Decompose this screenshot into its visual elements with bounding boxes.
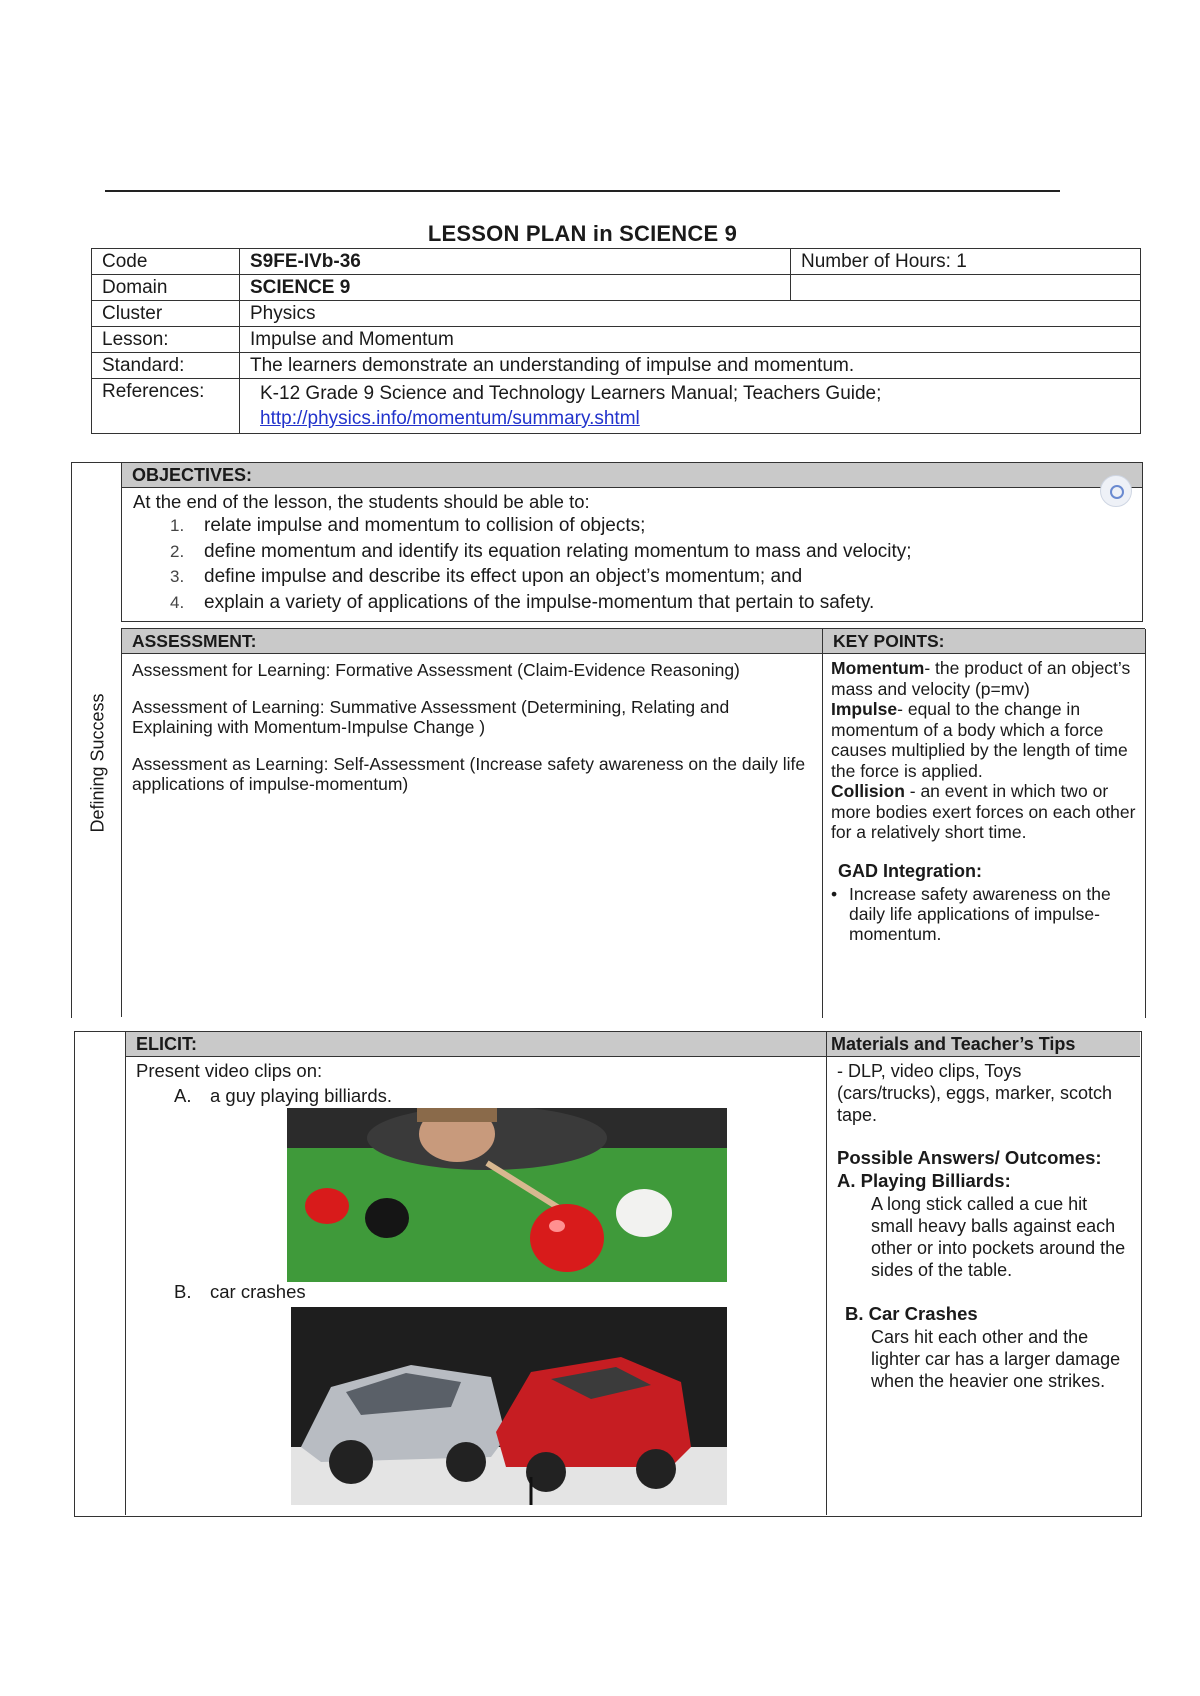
references-link[interactable]: http://physics.info/momentum/summary.shtml (260, 408, 640, 429)
materials-heading: Materials and Teacher’s Tips (827, 1032, 1140, 1057)
list-item (170, 564, 1142, 590)
billiards-illustration (287, 1108, 727, 1282)
collision-term: Collision (831, 781, 905, 801)
item-label: B. (174, 1281, 192, 1302)
elicit-item-a (126, 1082, 826, 1107)
assessment-of-learning: Assessment of Learning: Summative Assessment (Determining, Relating and Explaining with Momentum-Impulse Change ) (132, 696, 730, 737)
defining-success-label: Defining Success (87, 693, 108, 833)
collision-def: - an event in which two or more bodies exert forces on each other for a relatively short time. (831, 781, 1136, 842)
standard-label: Standard: (92, 353, 240, 379)
item-text: car crashes (210, 1281, 306, 1302)
item-text: explain a variety of applications of the impulse-momentum that pertain to safety. (204, 591, 875, 613)
key-points-heading: KEY POINTS: (823, 629, 1145, 654)
assessment-for-learning: Assessment for Learning: Formative Assessment (Claim-Evidence Reasoning) (132, 660, 740, 680)
bullet-icon: • (831, 883, 838, 904)
item-text: define impulse and describe its effect upon an object’s momentum; and (204, 566, 803, 587)
objectives-list (122, 513, 1142, 615)
gad-text: Increase safety awareness on the daily life applications of impulse-momentum. (849, 883, 1111, 944)
assessment-heading: ASSESSMENT: (122, 629, 822, 654)
assessment-as-learning: Assessment as Learning: Self-Assessment (Increase safety awareness on the daily life applications of impulse-momentum) (132, 753, 806, 794)
cluster-value: Physics (240, 301, 1141, 327)
answer-a-text: A long stick called a cue hit small heavy balls against each other or into pockets around the sides of the table. (871, 1194, 1126, 1280)
momentum-term: Momentum (831, 658, 925, 678)
item-label: A. (174, 1085, 192, 1106)
cluster-label: Cluster (92, 301, 240, 327)
assessment-keypoints-box (121, 628, 1145, 1017)
item-text: relate impulse and momentum to collision of objects; (204, 515, 646, 536)
impulse-def: - equal to the change in momentum of a body which a force causes multiplied by the length of time the force is applied. (831, 699, 1128, 781)
item-number: 4. (170, 592, 185, 612)
lesson-value: Impulse and Momentum (240, 327, 1141, 353)
materials-list: - DLP, video clips, Toys (cars/trucks), eggs, marker, scotch tape. (837, 1061, 1113, 1125)
momentum-def: - the product of an object’s mass and velocity (p=mv) (831, 658, 1131, 699)
list-item (170, 513, 1142, 539)
references-cell (240, 379, 1141, 434)
objectives-intro: At the end of the lesson, the students should be able to: (133, 491, 590, 512)
hours-value: Number of Hours: 1 (791, 249, 1141, 275)
key-points-text (823, 654, 1145, 847)
elicit-heading: ELICIT: (126, 1032, 826, 1057)
answer-b-text: Cars hit each other and the lighter car has a larger damage when the heavier one strikes. (871, 1327, 1121, 1391)
top-rule (105, 190, 1060, 192)
standard-value: The learners demonstrate an understanding of impulse and momentum. (240, 353, 1141, 379)
objectives-heading: OBJECTIVES: (122, 463, 1142, 488)
elicit-intro: Present video clips on: (136, 1060, 323, 1081)
lesson-label: Lesson: (92, 327, 240, 353)
item-number: 1. (170, 516, 185, 535)
list-item (170, 539, 1142, 565)
scan-icon[interactable] (1100, 475, 1132, 507)
billiards-image (287, 1108, 727, 1282)
car-crash-illustration (291, 1307, 727, 1505)
objectives-box (121, 462, 1143, 622)
references-label: References: (92, 379, 240, 434)
impulse-term: Impulse (831, 699, 898, 719)
gad-heading: GAD Integration: (838, 860, 982, 881)
possible-answers-heading: Possible Answers/ Outcomes: (837, 1147, 1102, 1168)
car-crash-image (291, 1307, 727, 1505)
elicit-section (74, 1031, 1142, 1517)
item-number: 2. (170, 541, 185, 561)
lesson-info-table (91, 248, 1141, 434)
answer-a-title: A. Playing Billiards: (837, 1170, 1011, 1191)
references-text: K-12 Grade 9 Science and Technology Learners Manual; Teachers Guide; (260, 383, 882, 404)
side-gutter (71, 462, 122, 1018)
page-title: LESSON PLAN in SCIENCE 9 (427, 221, 738, 246)
elicit-item-b (126, 1278, 306, 1303)
empty-cell (791, 275, 1141, 301)
domain-value: SCIENCE 9 (240, 275, 791, 301)
elicit-column (126, 1032, 827, 1515)
item-text: a guy playing billiards. (210, 1085, 393, 1106)
domain-label: Domain (92, 275, 240, 301)
code-label: Code (92, 249, 240, 275)
item-number: 3. (170, 567, 185, 586)
answer-b-title: B. Car Crashes (845, 1303, 978, 1324)
defining-success-section (71, 462, 1145, 1017)
elicit-gutter (75, 1032, 126, 1515)
code-value: S9FE-IVb-36 (240, 249, 791, 275)
assessment-column (122, 629, 823, 1018)
item-text: define momentum and identify its equation relating momentum to mass and velocity; (204, 540, 912, 562)
list-item (170, 590, 1142, 616)
materials-column (827, 1032, 1140, 1515)
gad-item (823, 882, 1145, 944)
key-points-column (823, 629, 1146, 1018)
